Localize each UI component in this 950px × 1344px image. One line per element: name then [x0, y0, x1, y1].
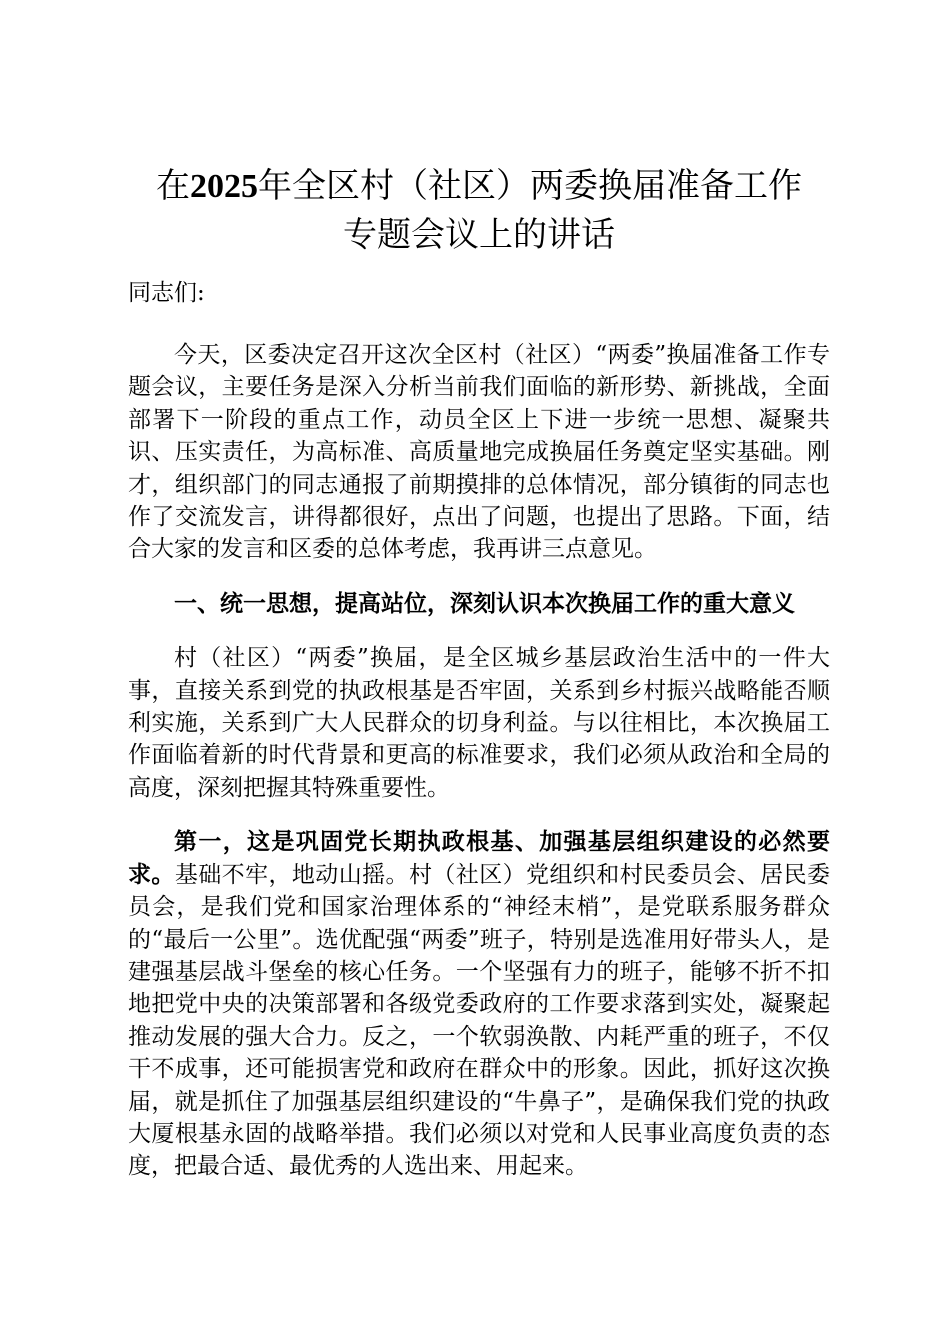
title-prefix: 在 — [156, 166, 190, 206]
document-title — [118, 162, 840, 259]
document-page — [128, 162, 830, 1183]
point-1-body: 基础不牢，地动山摇。村（社区）党组织和村民委员会、居民委员会，是我们党和国家治理体系的“神经末梢”，是党联系服务群众的“最后一公里”。选优配强“两委”班子，特别是选准用好带头人，是建强基层战斗堡垒的核心任务。一个坚强有力的班子，能够不折不扣地把党中央的决策部署和各级党委政府的工作要求落到实处，凝聚起推动发展的强大合力。反之，一个软弱涣散、内耗严重的班子，不仅干不成事，还可能损害党和政府在群众中的形象。因此，抓好这次换届，就是抓住了加强基层组织建设的“牛鼻子”，是确保我们党的执政大厦根基永固的战略举措。我们必须以对党和人民事业高度负责的态度，把最合适、最优秀的人选出来、用起来。 — [128, 861, 831, 1180]
section-1-heading: 一、统一思想，提高站位，深刻认识本次换届工作的重大意义 — [174, 589, 795, 617]
intro-paragraph: 今天，区委决定召开这次全区村（社区）“两委”换届准备工作专题会议，主要任务是深入分析当前我们面临的新形势、新挑战，全面部署下一阶段的重点工作，动员全区上下进一步统一思想、凝聚共识、压实责任，为高标准、高质量地完成换届任务奠定坚实基础。刚才，组织部门的同志通报了前期摸排的总体情况，部分镇街的同志也作了交流发言，讲得都很好，点出了问题，也提出了思路。下面，结合大家的发言和区委的总体考虑，我再讲三点意见。 — [128, 342, 830, 563]
point-1-lead: 第一，这是巩固党长期执政根基、加强基层组织建设的必然要求。 — [128, 828, 830, 888]
title-line-1 — [118, 162, 840, 211]
point-1-paragraph — [128, 826, 830, 1182]
salutation: 同志们: — [128, 280, 205, 306]
title-year: 2025 — [190, 168, 258, 205]
title-line-2: 专题会议上的讲话 — [343, 215, 615, 255]
title-line-1-rest: 年全区村（社区）两委换届准备工作 — [258, 166, 802, 206]
section-1-paragraph: 村（社区）“两委”换届，是全区城乡基层政治生活中的一件大事，直接关系到党的执政根基是否牢固，关系到乡村振兴战略能否顺利实施，关系到广大人民群众的切身利益。与以往相比，本次换届工作面临着新的时代背景和更高的标准要求，我们必须从政治和全局的高度，深刻把握其特殊重要性。 — [128, 645, 830, 801]
